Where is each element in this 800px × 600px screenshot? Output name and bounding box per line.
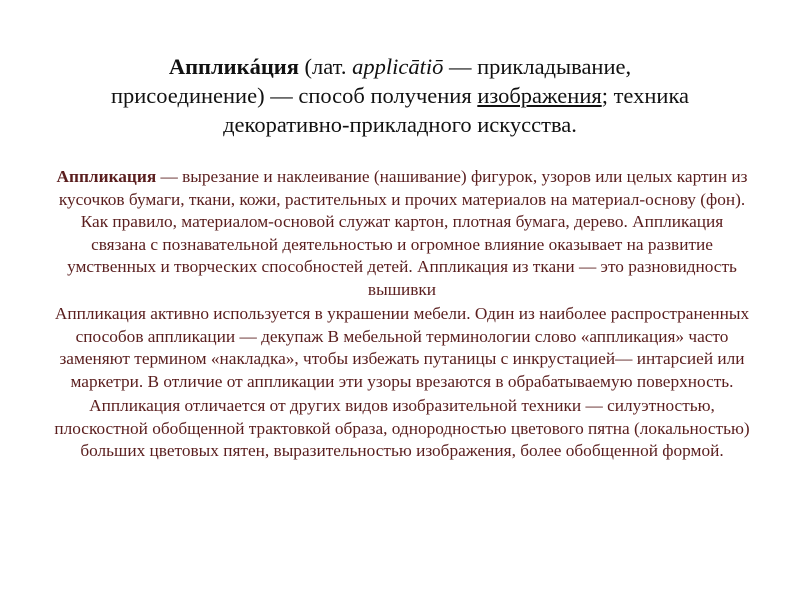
definition-heading <box>90 52 710 139</box>
term-title: Аппликáция <box>168 54 299 79</box>
paragraph-furniture: Аппликация активно используется в украшении мебели. Один из наиболее распространенных способов аппликации — декупаж В мебельной терминологии слово «аппликация» часто заменяют термином «накладка», чтобы избежать путаницы с инкрустацией— интарсией или маркетри. В отличие от аппликации эти узоры врезаются в обрабатываемую поверхность. <box>54 304 750 391</box>
paragraph-text: — вырезание и наклеивание (нашивание) фигурок, узоров или целых картин из кусочков бумаги, ткани, кожи, растительных и прочих материалов на материал-основу (фон). Как правило, материалом-основой служат картон, плотная бумага, дерево. Аппликация связана с познавательной деятельностью и огромное влияние оказывает на развитие умственных и творческих способностей детей. Аппликация из ткани — это разновидность вышивки <box>58 167 748 299</box>
heading-text-2: — прикладывание, присоединение) — способ получения <box>110 54 632 108</box>
paragraph-definition <box>52 166 752 301</box>
paragraph-features: Аппликация отличается от других видов изобразительной техники — силуэтностью, плоскостной обобщенной трактовкой образа, однородностью цветового пятна (локальностью) больших цветовых пятен, выразительностью изображения, более обобщенной формой. <box>54 396 750 460</box>
heading-text-3: ; техника декоративно-прикладного искусства. <box>223 83 690 137</box>
heading-text-1: (лат. <box>298 54 353 79</box>
body-text <box>52 166 752 463</box>
paragraph-term: Аппликация <box>56 167 157 186</box>
image-link[interactable]: изображения <box>477 83 602 108</box>
latin-term: applicātiō <box>352 54 444 79</box>
